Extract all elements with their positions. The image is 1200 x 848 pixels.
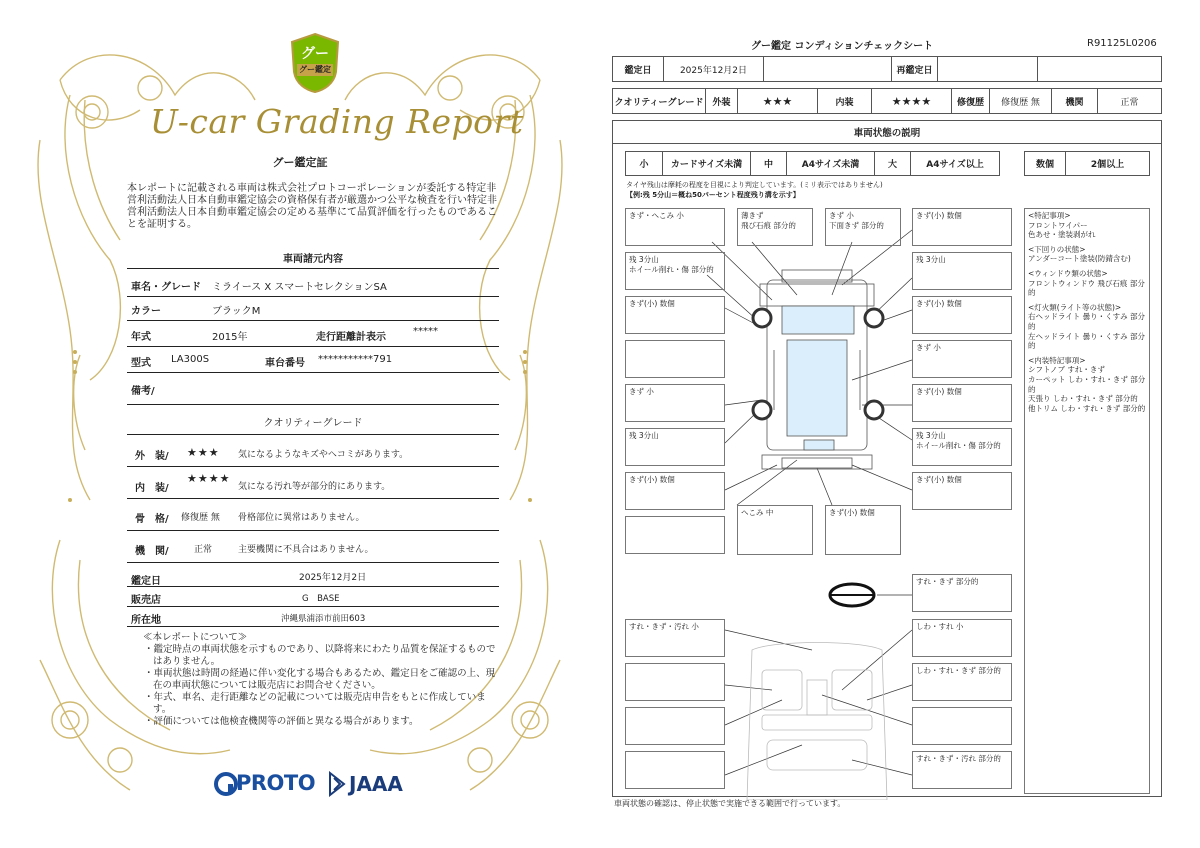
special-line: フロントウィンドウ 飛び石痕 部分的 <box>1028 278 1145 298</box>
special-line: <特記事項> <box>1028 211 1071 220</box>
note-item: ・鑑定時点の車両状態を示すものであり、以降将来にわたり品質を保証するものではありません。 <box>144 644 496 667</box>
special-line: 天張り しわ・すれ・きず 部分的 <box>1028 394 1138 404</box>
divider <box>127 320 499 321</box>
legend-cell: 2個以上 <box>1065 152 1149 175</box>
legend-cell: 大 <box>874 152 910 175</box>
interior-box: すれ・きず 部分的 <box>912 574 1012 612</box>
special-line: 左ヘッドライト 曇り・くすみ 部分的 <box>1028 331 1146 351</box>
tire-note-example: 【例:残 5分山＝概ね50パーセント程度残り溝を示す】 <box>626 191 800 199</box>
damage-box: きず 小 <box>912 340 1012 378</box>
row2-cell: 機関 <box>1051 89 1097 113</box>
row1-cell: 鑑定日 <box>624 65 652 76</box>
note-item: ・車両状態は時間の経過に伴い変化する場合もあるため、鑑定日をご確認の上、現在の車両状態については販売店にお問合せください。 <box>144 668 496 691</box>
model-label: 型式 <box>131 358 151 369</box>
chassis-label: 車台番号 <box>265 358 305 369</box>
date-label: 鑑定日 <box>131 576 161 587</box>
row2-cell: ★★★ <box>737 89 817 113</box>
special-line: アンダーコート塗装(防錆含む) <box>1028 254 1131 264</box>
year-label: 年式 <box>131 332 151 343</box>
remarks-label: 備考/ <box>131 386 155 397</box>
legend-cell: A4サイズ未満 <box>786 152 874 175</box>
address-label: 所在地 <box>131 615 161 626</box>
frame-label: 骨 格/ <box>135 514 169 525</box>
frame-text: 骨格部位に異常はありません。 <box>238 513 365 523</box>
special-notes-panel <box>1024 208 1150 794</box>
row1-cell <box>763 57 891 81</box>
legend-cell: 中 <box>750 152 786 175</box>
row1-cell: 再鑑定日 <box>891 57 937 81</box>
interior-label: 内 装/ <box>135 483 169 494</box>
special-line: <内装特記事項> <box>1028 355 1086 365</box>
interior-text: 気になる汚れ等が部分的にあります。 <box>238 482 391 492</box>
notes-title: ≪本レポートについて≫ <box>143 632 248 643</box>
special-line: フロントワイパー <box>1028 220 1088 230</box>
interior-box: すれ・きず・汚れ 部分的 <box>912 751 1012 789</box>
divider <box>127 586 499 587</box>
damage-box <box>625 340 725 378</box>
row1-cell: 2025年12月2日 <box>663 57 763 81</box>
shop-label: 販売店 <box>131 595 161 606</box>
name-label: 車名・グレード <box>131 282 201 293</box>
row2-cell: 内装 <box>817 89 871 113</box>
row2-cell: ★★★★ <box>871 89 951 113</box>
color-value: ブラックM <box>212 306 261 317</box>
legend-cell: 小 <box>639 160 649 170</box>
damage-box: きず(小) 数個 <box>912 472 1012 510</box>
date-row <box>612 56 1162 82</box>
damage-box: きず(小) 数個 <box>912 208 1012 246</box>
proto-logo-icon <box>214 772 238 796</box>
damage-box: きず(小) 数個 <box>912 296 1012 334</box>
special-line: 右ヘッドライト 曇り・くすみ 部分的 <box>1028 312 1146 331</box>
exterior-label: 外 装/ <box>135 451 169 462</box>
row2-cell: クオリティーグレード <box>614 97 704 108</box>
special-line: カーペット しわ・すれ・きず 部分的 <box>1028 374 1146 394</box>
divider <box>127 530 499 531</box>
damage-box: へこみ 中 <box>737 505 813 555</box>
legend-cell: A4サイズ以上 <box>910 152 999 175</box>
svg-text:グー: グー <box>301 46 329 62</box>
divider <box>127 346 499 347</box>
address-value: 沖縄県浦添市前田603 <box>281 614 366 624</box>
special-line: シフトノブ すれ・きず <box>1028 365 1105 375</box>
row2-cell: 外装 <box>705 89 737 113</box>
interior-box <box>625 663 725 701</box>
damage-box <box>625 516 725 554</box>
divider <box>127 466 499 467</box>
legend-cell: カードサイズ未満 <box>662 152 750 175</box>
certificate-title: グー鑑定証 <box>272 156 328 169</box>
shop-value: G BASE <box>302 594 340 604</box>
note-item: ・年式、車名、走行距離などの記載については販売店申告をもとに作成しています。 <box>144 692 486 715</box>
logos <box>214 768 414 798</box>
year-value: 2015年 <box>212 332 248 343</box>
damage-box: きず 小 <box>625 384 725 422</box>
report-notes <box>141 632 497 728</box>
sheet-footer: 車両状態の確認は、停止状態で実施できる範囲で行っています。 <box>614 799 846 808</box>
goo-badge-logo <box>288 32 342 94</box>
row1-cell <box>937 57 1037 81</box>
size-legend <box>625 151 1000 176</box>
interior-box: しわ・すれ・きず 部分的 <box>912 663 1012 701</box>
special-line: <灯火類(ライト等の状態)> <box>1028 302 1122 312</box>
name-value: ミライース X スマートセレクションSA <box>212 282 387 293</box>
damage-box: きず(小) 数個 <box>912 384 1012 422</box>
damage-box: 残 3分山 <box>625 428 725 466</box>
jaaa-logo-text: JAAA <box>349 772 403 796</box>
divider <box>127 434 499 435</box>
damage-box: きず・へこみ 小 <box>625 208 725 246</box>
report-script-title: U-car Grading Report <box>150 102 524 141</box>
damage-box: 薄きず 飛び石痕 部分的 <box>737 208 813 246</box>
mileage-label: 走行距離計表示 <box>316 332 386 343</box>
damage-box: きず 小 下面きず 部分的 <box>825 208 901 246</box>
divider <box>127 562 499 563</box>
row1-cell <box>1037 57 1161 81</box>
special-line: <下回りの状態> <box>1028 244 1086 254</box>
jaaa-logo-icon <box>328 771 346 797</box>
interior-box <box>625 707 725 745</box>
badge-text: グー鑑定 <box>299 65 331 74</box>
damage-box: きず(小) 数個 <box>625 296 725 334</box>
damage-box: 残 3分山 ホイール削れ・傷 部分的 <box>625 252 725 290</box>
damage-box: きず(小) 数個 <box>825 505 901 555</box>
interior-box <box>625 751 725 789</box>
interior-box: しわ・すれ 小 <box>912 619 1012 657</box>
quality-section-title: クオリティーグレード <box>263 418 363 429</box>
chassis-value: ***********791 <box>318 354 393 365</box>
spec-section-title: 車両諸元内容 <box>283 254 343 265</box>
exterior-stars: ★★★ <box>187 446 220 459</box>
sheet-title: グー鑑定 コンディションチェックシート <box>751 41 934 52</box>
row2-cell: 正常 <box>1097 89 1161 113</box>
engine-text: 主要機関に不具合はありません。 <box>238 545 374 555</box>
damage-box: 残 3分山 <box>912 252 1012 290</box>
frame-value: 修復歴 無 <box>181 513 220 523</box>
note-item: ・評価については他検査機関等の評価と異なる場合があります。 <box>144 716 419 727</box>
special-line: 色あせ・塗装剥がれ <box>1028 230 1096 240</box>
special-line: 他トリム しわ・すれ・きず 部分的 <box>1028 403 1146 413</box>
count-legend <box>1024 151 1150 176</box>
divider <box>127 498 499 499</box>
grade-row <box>612 88 1162 114</box>
divider <box>127 626 499 627</box>
condition-title: 車両状態の説明 <box>612 120 1162 144</box>
interior-box: すれ・きず・汚れ 小 <box>625 619 725 657</box>
divider <box>127 606 499 607</box>
divider <box>127 372 499 373</box>
certificate-intro: 本レポートに記載される車両は株式会社プロトコーポレーションが委託する特定非営利活動法人日本自動車鑑定協会の資格保有者が厳選かつ公平な検査を行い特定非営利活動法人日本自動車鑑定協会の定める基準にて品質評価を行ったものであることを証明する。 <box>127 183 497 230</box>
exterior-text: 気になるようなキズやヘコミがあります。 <box>238 450 409 460</box>
color-label: カラー <box>131 306 161 317</box>
divider <box>127 404 499 405</box>
proto-logo-text: PROTO <box>236 771 316 795</box>
sheet-id: R91125L0206 <box>1087 38 1157 49</box>
engine-label: 機 関/ <box>135 546 169 557</box>
interior-stars: ★★★★ <box>187 472 231 485</box>
special-line: <ウィンドウ類の状態> <box>1028 268 1108 278</box>
divider <box>127 268 499 269</box>
damage-box: 残 3分山 ホイール削れ・傷 部分的 <box>912 428 1012 466</box>
interior-box <box>912 707 1012 745</box>
divider <box>127 296 499 297</box>
mileage-value: ***** <box>413 326 438 337</box>
engine-value: 正常 <box>194 545 213 555</box>
tire-note: タイヤ残山は摩耗の程度を目視により判定しています。(ミリ表示ではありません) <box>626 181 883 189</box>
date-value: 2025年12月2日 <box>299 573 367 583</box>
row2-cell: 修復歴 無 <box>989 89 1051 113</box>
row2-cell: 修復歴 <box>951 89 989 113</box>
legend-cell: 数個 <box>1035 160 1054 170</box>
damage-box: きず(小) 数個 <box>625 472 725 510</box>
model-value: LA300S <box>171 354 210 365</box>
